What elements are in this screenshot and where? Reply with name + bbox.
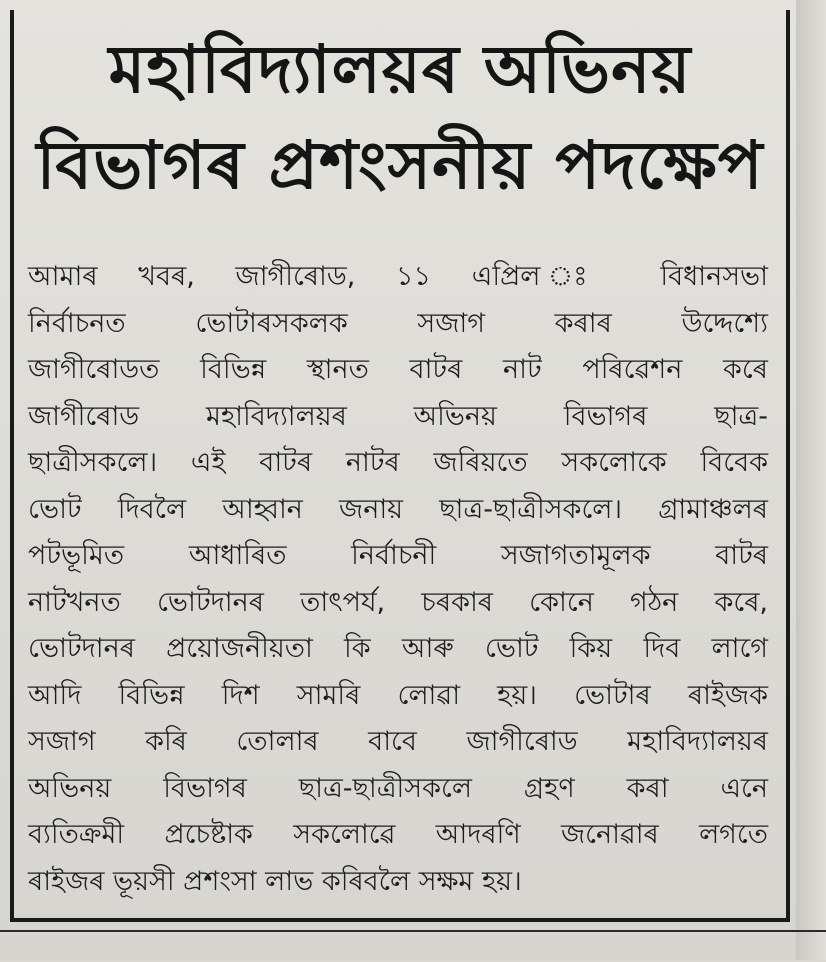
- body-line: ভোটদানৰ প্ৰয়োজনীয়তা কি আৰু ভোট কিয় দিব লাগে: [28, 633, 768, 664]
- body-line: ব্যতিক্ৰমী প্ৰচেষ্টাক সকলোৱে আদৰণি জনোৱাৰ লগতে: [28, 819, 768, 850]
- headline-line-1: মহাবিদ্যালয়ৰ অভিনয়: [108, 31, 692, 108]
- body-line: সজাগ কৰি তোলাৰ বাবে জাগীৰোড মহাবিদ্যালয়ৰ: [28, 726, 768, 757]
- bottom-rule: [0, 930, 826, 962]
- body-line: ভোট দিবলৈ আহ্বান জনায় ছাত্ৰ-ছাত্ৰীসকলে। গ্ৰামাঞ্চলৰ: [28, 493, 768, 525]
- body-line: আদি বিভিন্ন দিশ সামৰি লোৱা হয়। ভোটাৰ ৰাইজক: [28, 679, 768, 711]
- body-line: ৰাইজৰ ভূয়সী প্ৰশংসা লাভ কৰিবলৈ সক্ষম হয়।: [28, 865, 522, 897]
- body-line: ছাত্ৰীসকলে। এই বাটৰ নাটৰ জৰিয়তে সকলোকে বিবেক: [28, 447, 768, 478]
- article-body: [28, 254, 768, 905]
- headline-line-2: বিভাগৰ প্ৰশংসনীয় পদক্ষেপ: [36, 127, 764, 204]
- body-line: নাটখনত ভোটদানৰ তাৎপৰ্য, চৰকাৰ কোনে গঠন কৰে,: [28, 586, 768, 618]
- body-line: নিৰ্বাচনত ভোটাৰসকলক সজাগ কৰাৰ উদ্দেশ্যে: [28, 307, 768, 339]
- body-line: জাগীৰোডত বিভিন্ন স্থানত বাটৰ নাট পৰিৱেশন কৰে: [28, 354, 768, 385]
- body-line: জাগীৰোড মহাবিদ্যালয়ৰ অভিনয় বিভাগৰ ছাত্ৰ-: [28, 400, 768, 432]
- body-line: আমাৰ খবৰ, জাগীৰোড, ১১ এপ্ৰিল ঃ বিধানসভা: [28, 261, 768, 292]
- body-line: অভিনয় বিভাগৰ ছাত্ৰ-ছাত্ৰীসকলে গ্ৰহণ কৰা এনে: [28, 772, 768, 804]
- article-headline: [20, 22, 780, 214]
- body-line: পটভূমিত আধাৰিত নিৰ্বাচনী সজাগতামূলক বাটৰ: [28, 540, 768, 571]
- page-edge: [796, 0, 826, 960]
